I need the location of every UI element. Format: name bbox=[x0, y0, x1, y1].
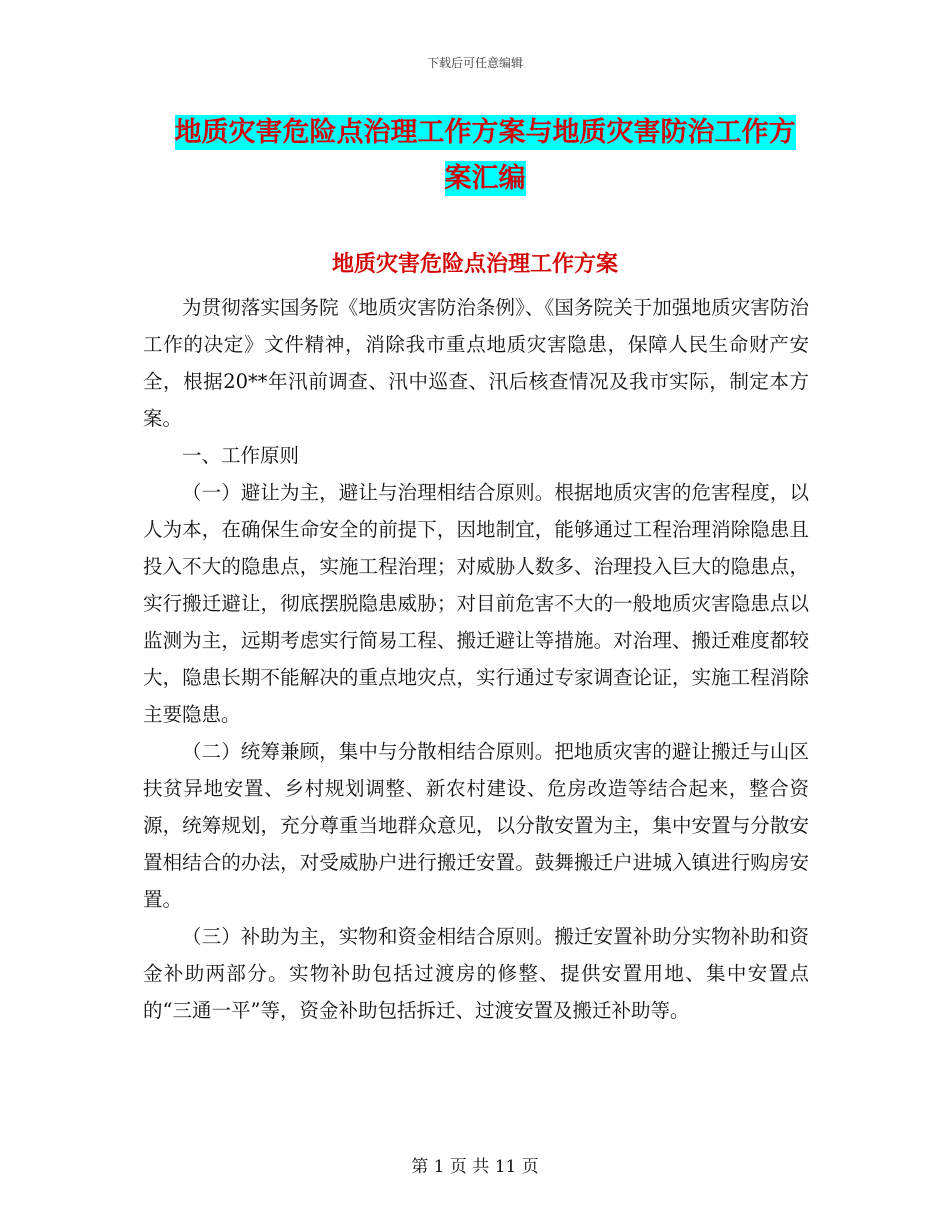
document-title-line1: 地质灾害危险点治理工作方案与地质灾害防治工作方 bbox=[174, 117, 796, 148]
paragraph-principle-3: （三）补助为主，实物和资金相结合原则。搬迁安置补助分实物补助和资金补助两部分。实物补助包括过渡房的修整、提供安置用地、集中安置点的“三通一平”等，资金补助包括拆迁、过渡安置及搬迁补助等。 bbox=[143, 925, 809, 1022]
section-title: 地质灾害危险点治理工作方案 bbox=[331, 251, 618, 277]
paragraph-principle-1: （一）避让为主，避让与治理相结合原则。根据地质灾害的危害程度，以人为本，在确保生命安全的前提下，因地制宜，能够通过工程治理消除隐患且投入不大的隐患点，实施工程治理；对威胁人数多、治理投入巨大的隐患点，实行搬迁避让，彻底摆脱隐患威胁；对目前危害不大的一般地质灾害隐患点以监测为主，远期考虑实行简易工程、搬迁避让等措施。对治理、搬迁难度都较大，隐患长期不能解决的重点地灾点，实行通过专家调查论证，实施工程消除主要隐患。 bbox=[143, 481, 809, 726]
document-title bbox=[140, 110, 830, 202]
document-body bbox=[143, 289, 809, 1029]
document-title-line2: 案汇编 bbox=[444, 163, 526, 194]
heading-work-principles: 一、工作原则 bbox=[182, 444, 300, 467]
paragraph-principle-2: （二）统筹兼顾，集中与分散相结合原则。把地质灾害的避让搬迁与山区扶贫异地安置、乡村规划调整、新农村建设、危房改造等结合起来，整合资源，统筹规划，充分尊重当地群众意见，以分散安置为主，集中安置与分散安置相结合的办法，对受威胁户进行搬迁安置。鼓舞搬迁户进城入镇进行购房安置。 bbox=[143, 740, 809, 911]
paragraph-intro: 为贯彻落实国务院《地质灾害防治条例》、《国务院关于加强地质灾害防治工作的决定》文件精神，消除我市重点地质灾害隐患，保障人民生命财产安全，根据20**年汛前调查、汛中巡查、汛后核查情况及我市实际，制定本方案。 bbox=[143, 296, 809, 430]
header-note: 下载后可任意编辑 bbox=[426, 56, 523, 70]
page-number: 第 1 页 共 11 页 bbox=[411, 1157, 539, 1177]
